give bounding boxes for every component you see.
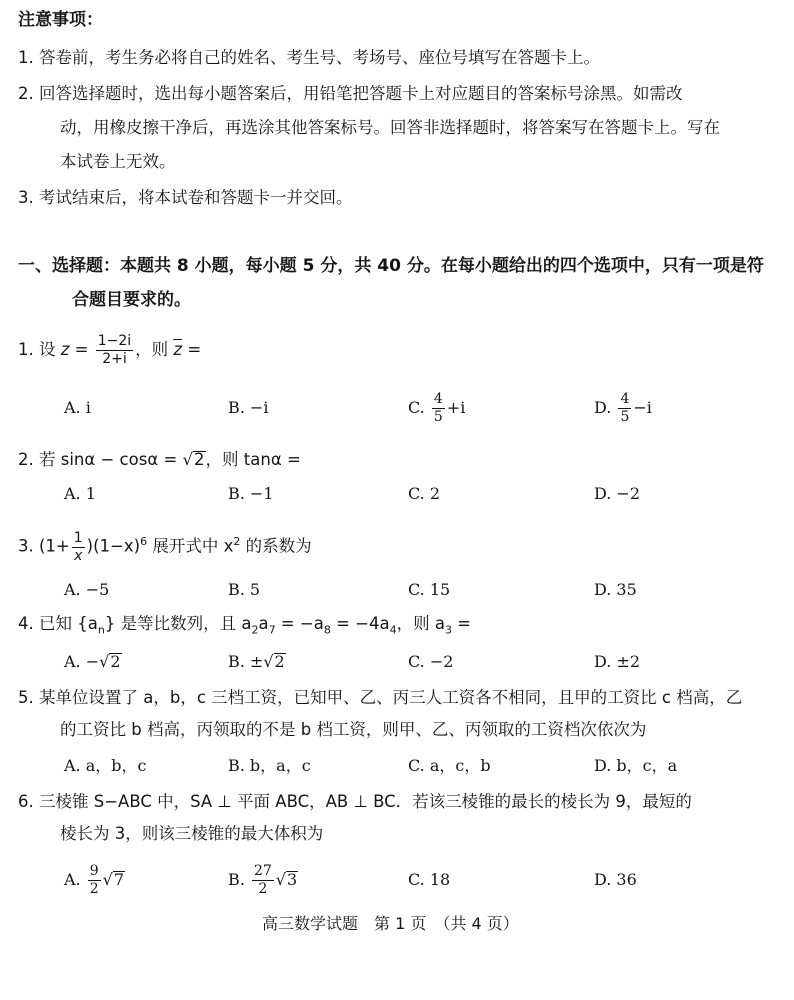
page-footer: 高三数学试题 第 1 页 （共 4 页） (262, 914, 519, 933)
notice-item-2-cont2: 本试卷上无效。 (60, 152, 176, 171)
notice-item-1: 1. 答卷前，考生务必将自己的姓名、考生号、考场号、座位号填写在答题卡上。 (18, 48, 600, 67)
notice-title: 注意事项： (18, 10, 103, 30)
notice-item-3: 3. 考试结束后，将本试卷和答题卡一并交回。 (18, 188, 353, 207)
q3-option-c: C. 15 (408, 580, 451, 599)
q2-option-c: C. 2 (408, 484, 441, 503)
q6-option-d: D. 36 (594, 870, 637, 889)
section-header-cont: 合题目要求的。 (72, 290, 191, 310)
question-5-cont: 的工资比 b 档高，丙领取的不是 b 档工资，则甲、乙、丙领取的工资档次依次为 (60, 720, 647, 739)
notice-item-2-cont: 动，用橡皮擦干净后，再选涂其他答案标号。回答非选择题时，将答案写在答题卡上。写在 (60, 118, 720, 137)
q4-option-a: A. −√2 (64, 652, 121, 671)
question-5: 5. 某单位设置了 a，b，c 三档工资，已知甲、乙、丙三人工资各不相同，且甲的工资比 c 档高，乙 (18, 688, 743, 707)
q4-option-d: D. ±2 (594, 652, 641, 671)
q5-option-a: A. a，b，c (64, 756, 147, 775)
q4-option-c: C. −2 (408, 652, 454, 671)
q2-option-d: D. −2 (594, 484, 641, 503)
q2-option-b: B. −1 (228, 484, 274, 503)
q1-option-c: C. $\frac{4}{5}$ +i (408, 391, 466, 425)
section-header: 一、选择题：本题共 8 小题，每小题 5 分，共 40 分。在每小题给出的四个选项中，只有一项是符 (18, 256, 764, 276)
q6-option-b: B. $\frac{27}{2}$ √3 (228, 863, 298, 897)
question-1: 1. 设 z = $\frac{1-2i}{2+i}$ ，则 $\overline{z}$ = (18, 333, 202, 367)
q6-option-c: C. 18 (408, 870, 451, 889)
q4-option-b: B. ±√2 (228, 652, 285, 671)
question-3: 3. (1+ $\frac{1}{x}$ )$(1-x)^6$ 展开式中 $x^2$ 的系数为 (18, 529, 312, 564)
question-2: 2. 若 sinα − cosα = √2，则 tanα = (18, 450, 301, 469)
question-6: 6. 三棱锥 S−ABC 中，SA ⊥ 平面 ABC，AB ⊥ BC．若该三棱锥的最长的棱长为 9，最短的 (18, 792, 692, 811)
q1-option-d: D. $\frac{4}{5}$ −i (594, 391, 652, 425)
q1-option-b: B. −i (228, 398, 269, 417)
q6-option-a: A. $\frac{9}{2}$ √7 (64, 863, 125, 897)
q5-option-d: D. b，c，a (594, 756, 678, 775)
q3-option-b: B. 5 (228, 580, 261, 599)
notice-item-2: 2. 回答选择题时，选出每小题答案后，用铅笔把答题卡上对应题目的答案标号涂黑。如需改 (18, 84, 683, 103)
q5-option-b: B. b，a，c (228, 756, 311, 775)
q3-option-d: D. 35 (594, 580, 637, 599)
question-6-cont: 棱长为 3，则该三棱锥的最大体积为 (60, 824, 324, 843)
q2-option-a: A. 1 (64, 484, 96, 503)
q5-option-c: C. a，c，b (408, 756, 491, 775)
q3-option-a: A. −5 (64, 580, 110, 599)
fraction: $\frac{1-2i}{2+i}$ (97, 333, 132, 367)
q1-option-a: A. i (64, 398, 91, 417)
question-4: 4. 已知 $\{a_n\}$ 是等比数列，且 $a_2a_7 = -a_8 = -4a_4$，则 $a_3$ = (18, 614, 472, 637)
